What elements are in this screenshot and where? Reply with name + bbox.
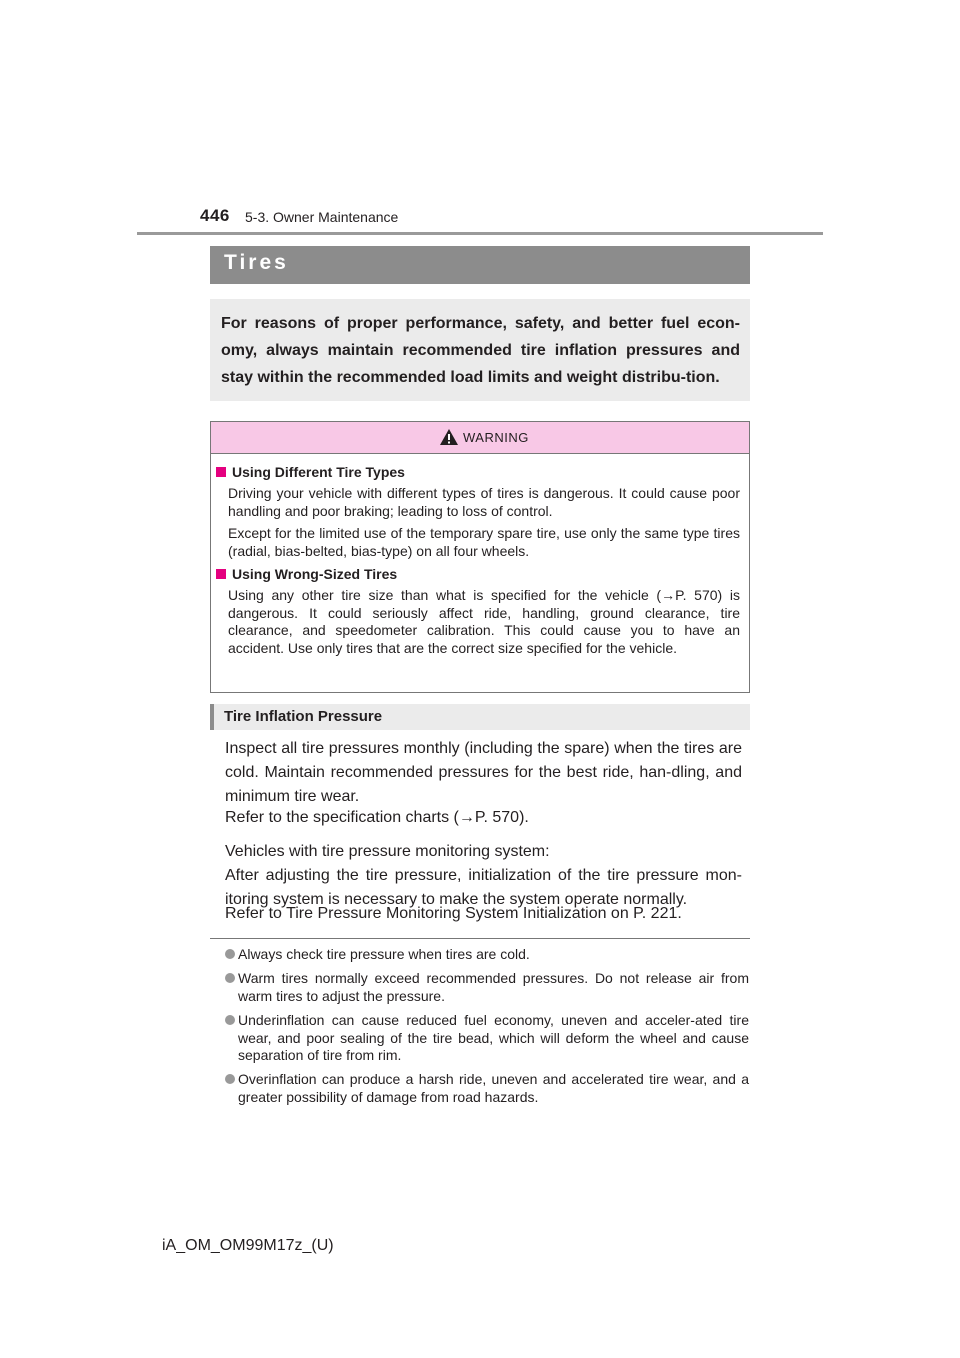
body-paragraph: After adjusting the tire pressure, initialization of the tire pressure mon-itoring system is necessary to make the system operate normally. <box>225 867 742 908</box>
notes-divider <box>210 938 750 939</box>
warning-box <box>210 421 750 693</box>
warning-header <box>211 422 749 454</box>
note-item <box>225 1012 749 1065</box>
title-bar <box>210 246 750 284</box>
note-item <box>225 970 749 1005</box>
warning-item-heading <box>216 464 405 480</box>
warning-label: WARNING <box>463 430 529 445</box>
circle-bullet-icon <box>225 949 235 959</box>
warning-triangle-icon <box>439 428 459 446</box>
square-bullet-icon <box>216 467 226 477</box>
body-paragraph: Refer to Tire Pressure Monitoring System Initialization on P. 221. <box>225 905 682 922</box>
note-text: Underinflation can cause reduced fuel economy, uneven and acceler-ated tire wear, and poor sealing of the tire bead, which will deform the wheel and cause separation of tire from rim. <box>238 1012 749 1063</box>
header-divider <box>137 232 823 235</box>
intro-text: For reasons of proper performance, safety, and better fuel econ-omy, always maintain recommended tire inflation pressures and stay within the recommended load limits and weight distribu-tion. <box>221 315 740 386</box>
subsection-bar <box>210 704 750 730</box>
page-number: 446 <box>200 206 230 225</box>
warning-item-paragraph: Driving your vehicle with different types of tires is dangerous. It could cause poor handling and poor braking; leading to loss of control. <box>228 485 740 519</box>
subsection-accent <box>210 704 214 730</box>
footer-code: iA_OM_OM99M17z_(U) <box>162 1237 334 1254</box>
intro-box <box>210 299 750 401</box>
square-bullet-icon <box>216 569 226 579</box>
note-text: Always check tire pressure when tires are cold. <box>238 946 530 962</box>
note-text: Warm tires normally exceed recommended pressures. Do not release air from warm tires to adjust the pressure. <box>238 970 749 1004</box>
warning-item-paragraph: Except for the limited use of the temporary spare tire, use only the same type tires (radial, bias-belted, bias-type) on all four wheels. <box>228 525 740 559</box>
body-paragraph: Vehicles with tire pressure monitoring system: <box>225 843 550 860</box>
page-title: Tires <box>224 251 289 274</box>
circle-bullet-icon <box>225 1074 235 1084</box>
warning-item-title: Using Wrong-Sized Tires <box>232 566 398 582</box>
body-paragraph: Refer to the specification charts (→P. 570). <box>225 809 529 826</box>
warning-item-paragraph: Using any other tire size than what is specified for the vehicle (→P. 570) is dangerous. It could seriously affect ride, handling, ground clearance, tire clearance, and speedometer calibration. This could cause you to have an accident. Use only tires that are the correct size specified for the vehicle. <box>228 587 740 656</box>
warning-item-heading <box>216 566 397 582</box>
warning-item-title: Using Different Tire Types <box>232 464 405 480</box>
note-item <box>225 946 749 964</box>
body-paragraph: Inspect all tire pressures monthly (including the spare) when the tires are cold. Maintain recommended pressures for the best ride, han-dling, and minimum tire wear. <box>225 740 742 805</box>
note-text: Overinflation can produce a harsh ride, uneven and accelerated tire wear, and a greater possibility of damage from road hazards. <box>238 1071 749 1105</box>
subsection-title: Tire Inflation Pressure <box>224 708 383 725</box>
circle-bullet-icon <box>225 973 235 983</box>
section-label: 5-3. Owner Maintenance <box>245 209 399 225</box>
note-item <box>225 1071 749 1106</box>
circle-bullet-icon <box>225 1015 235 1025</box>
